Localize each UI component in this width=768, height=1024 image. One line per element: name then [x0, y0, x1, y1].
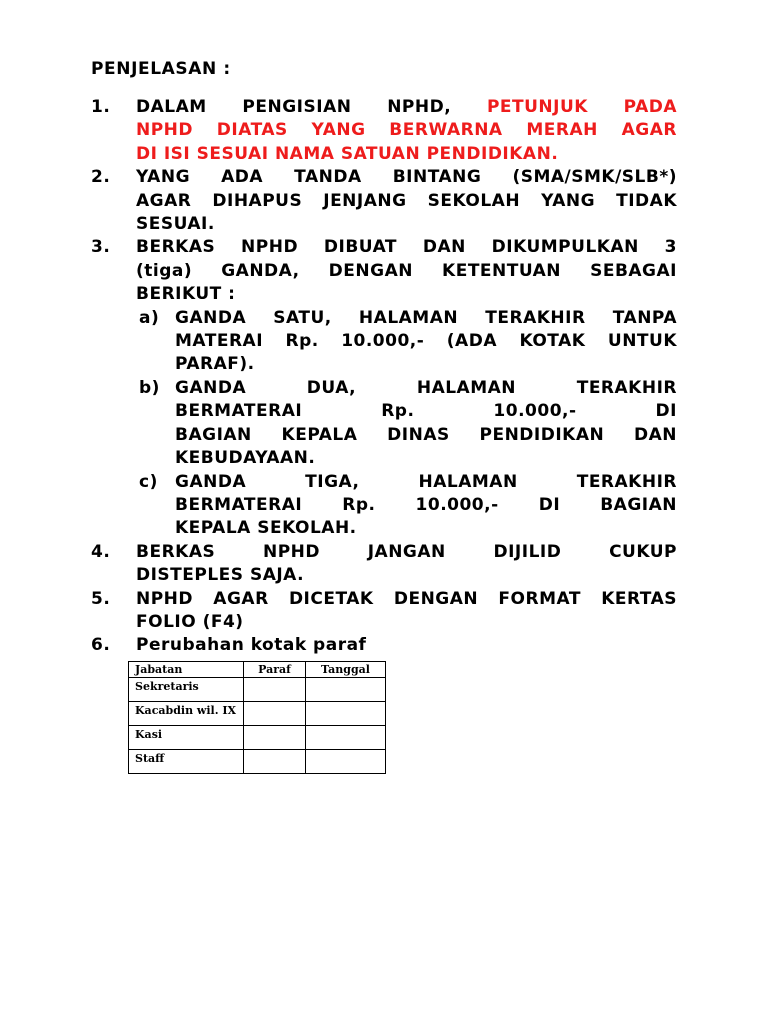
item-line: FOLIO (F4) — [136, 611, 244, 632]
list-item-4 — [91, 541, 677, 588]
item-line — [136, 634, 677, 657]
item-line-red: DI ISI SESUAI NAMA SATUAN PENDIDIKAN. — [136, 143, 559, 164]
table-header-row — [129, 662, 386, 678]
table-row — [129, 726, 386, 750]
header-tanggal: Tanggal — [306, 662, 386, 678]
list-item-3 — [91, 236, 677, 540]
header-jabatan: Jabatan — [129, 662, 244, 678]
tanggal-cell — [306, 750, 386, 774]
jabatan-cell: Sekretaris — [129, 678, 244, 702]
sub-item-line: KEPALA SEKOLAH. — [175, 518, 357, 539]
item-line: YANG ADA TANDA BINTANG (SMA/SMK/SLB*) — [136, 167, 677, 188]
item-line-text: Perubahan kotak paraf — [136, 635, 367, 656]
jabatan-cell: Staff — [129, 750, 244, 774]
item-number: 1. — [91, 97, 111, 117]
sub-item-label: a) — [139, 307, 160, 328]
list-item-5 — [91, 588, 677, 635]
table-row — [129, 702, 386, 726]
header-paraf: Paraf — [244, 662, 306, 678]
list-item-2 — [91, 166, 677, 236]
sub-item-line: KEBUDAYAAN. — [175, 448, 316, 469]
item-number: 5. — [91, 588, 111, 609]
page-heading: PENJELASAN : — [91, 59, 231, 79]
paraf-cell — [244, 678, 306, 702]
sub-item-label: c) — [139, 471, 158, 492]
item-line: SESUAI. — [136, 214, 215, 235]
sub-item-line: PARAF). — [175, 354, 255, 375]
table-row — [129, 678, 386, 702]
table-row — [129, 750, 386, 774]
sub-item-c — [136, 471, 677, 541]
jabatan-cell: Kasi — [129, 726, 244, 750]
sub-item-line: GANDA DUA, HALAMAN TERAKHIR — [175, 377, 677, 398]
tanggal-cell — [306, 678, 386, 702]
item-line — [136, 96, 677, 119]
item-number: 6. — [91, 635, 111, 656]
item-number: 2. — [91, 167, 111, 188]
tanggal-cell — [306, 726, 386, 750]
item-line-red: NPHD DIATAS YANG BERWARNA MERAH AGAR — [136, 120, 677, 141]
sub-item-b — [136, 377, 677, 471]
item-line: BERIKUT : — [136, 284, 236, 305]
instruction-list — [91, 96, 677, 658]
paraf-cell — [244, 726, 306, 750]
sub-item-a — [136, 307, 677, 377]
item-number: 3. — [91, 237, 111, 258]
sub-item-line: MATERAI Rp. 10.000,- (ADA KOTAK UNTUK — [175, 331, 677, 352]
item-number: 4. — [91, 541, 111, 562]
sub-item-line: GANDA SATU, HALAMAN TERAKHIR TANPA — [175, 307, 677, 328]
sub-item-line: BAGIAN KEPALA DINAS PENDIDIKAN DAN — [175, 424, 677, 445]
paraf-cell — [244, 702, 306, 726]
item-line: DISTEPLES SAJA. — [136, 565, 305, 586]
item-line: BERKAS NPHD DIBUAT DAN DIKUMPULKAN 3 — [136, 237, 677, 258]
paraf-cell — [244, 750, 306, 774]
jabatan-cell: Kacabdin wil. IX — [129, 702, 244, 726]
list-item-1 — [91, 96, 677, 166]
item-line: NPHD AGAR DICETAK DENGAN FORMAT KERTAS — [136, 588, 677, 609]
item-line: AGAR DIHAPUS JENJANG SEKOLAH YANG TIDAK — [136, 190, 677, 211]
item-line: BERKAS NPHD JANGAN DIJILID CUKUP — [136, 541, 677, 562]
item-line: (tiga) GANDA, DENGAN KETENTUAN SEBAGAI — [136, 260, 677, 281]
paraf-table — [128, 661, 386, 774]
item-line-red: PETUNJUK PADA — [486, 97, 678, 117]
tanggal-cell — [306, 702, 386, 726]
sub-item-line: BERMATERAI Rp. 10.000,- DI BAGIAN — [175, 494, 677, 515]
item-line-black: DALAM PENGISIAN NPHD, — [136, 97, 452, 117]
sub-item-label: b) — [139, 377, 160, 398]
list-item-6 — [91, 634, 677, 657]
sub-item-line: GANDA TIGA, HALAMAN TERAKHIR — [175, 471, 677, 492]
sub-item-line: BERMATERAI Rp. 10.000,- DI — [175, 401, 677, 422]
